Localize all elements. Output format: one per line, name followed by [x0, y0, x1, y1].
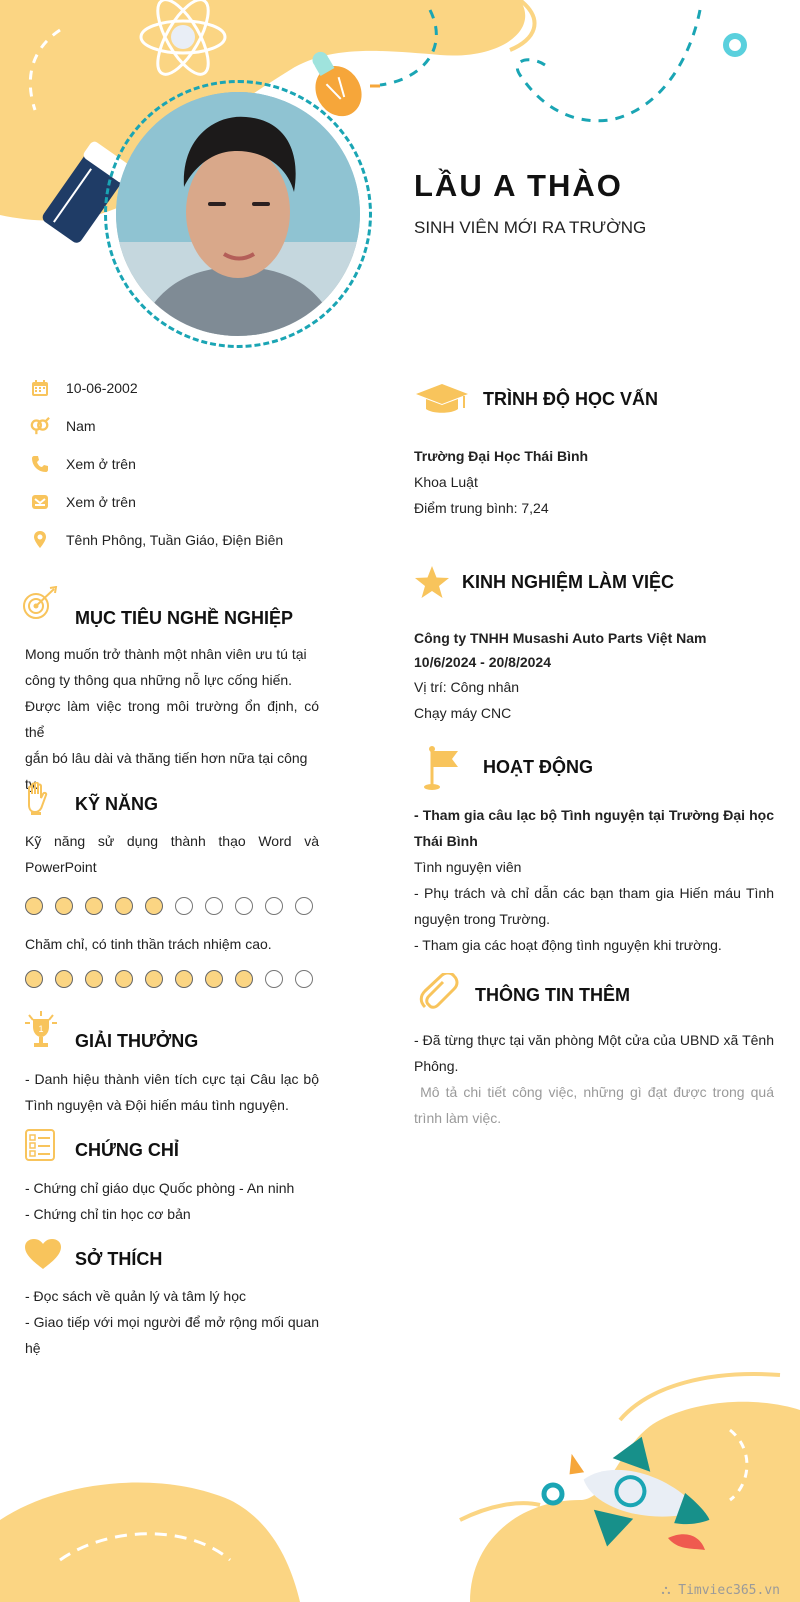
hand-icon	[25, 782, 49, 821]
contact-phone	[30, 452, 136, 476]
birthdate-text: 10-06-2002	[66, 380, 138, 396]
certificates-title: CHỨNG CHỈ	[75, 1140, 179, 1160]
objective-line: công ty thông qua những nỗ lực cống hiến.	[25, 672, 293, 688]
awards-line: - Danh hiệu thành viên tích cực tại Câu lạc bộ	[25, 1071, 319, 1087]
skills-title: KỸ NĂNG	[75, 794, 159, 814]
activities-line: nguyện trong Trường.	[414, 911, 551, 927]
awards-text	[25, 1066, 319, 1118]
experience-company: Công ty TNHH Musashi Auto Parts Việt Nam	[414, 630, 707, 646]
hobby-line: - Giao tiếp với mọi người để mở rộng mối quan	[25, 1314, 319, 1330]
rating-dot-filled	[25, 897, 43, 915]
objective-title: MỤC TIÊU NGHỀ NGHIỆP	[75, 608, 294, 628]
calendar-icon	[30, 378, 50, 398]
rating-dot-empty	[175, 897, 193, 915]
email-text: Xem ở trên	[66, 494, 136, 510]
awards-title: GIẢI THƯỞNG	[75, 1031, 199, 1051]
education-text	[414, 443, 774, 521]
rating-dot-empty	[205, 897, 223, 915]
svg-text:1: 1	[38, 1024, 44, 1034]
rating-dot-filled	[115, 970, 133, 988]
skill-item-2-rating	[25, 970, 325, 988]
skill-line: Kỹ năng sử dụng thành thạo Word và	[25, 833, 319, 849]
flag-icon	[422, 745, 462, 796]
hobby-line: hệ	[25, 1340, 41, 1356]
experience-period: 10/6/2024 - 20/8/2024	[414, 654, 552, 670]
certificate-line: - Chứng chỉ tin học cơ bản	[25, 1206, 191, 1222]
avatar-portrait	[116, 92, 360, 336]
location-pin-icon	[30, 530, 50, 550]
rating-dot-filled	[25, 970, 43, 988]
contact-email	[30, 490, 136, 514]
target-icon	[22, 586, 58, 625]
experience-position: Vị trí: Công nhân	[414, 679, 520, 695]
objective-line: Được làm việc trong môi trường ổn định, có thể	[25, 698, 319, 740]
additional-info-line: - Đã từng thực tại văn phòng Một cửa của UBND xã Tênh	[414, 1032, 774, 1048]
address-text: Tênh Phông, Tuần Giáo, Điện Biên	[66, 532, 284, 548]
education-gpa: Điểm trung bình: 7,24	[414, 500, 549, 516]
education-faculty: Khoa Luật	[414, 474, 478, 490]
rating-dot-filled	[85, 897, 103, 915]
skill-item-1-rating	[25, 897, 325, 915]
additional-info-title: THÔNG TIN THÊM	[475, 985, 630, 1005]
additional-info-text	[414, 1027, 774, 1131]
candidate-title: SINH VIÊN MỚI RA TRƯỜNG	[414, 218, 647, 237]
skill-item-1-text	[25, 828, 319, 880]
certificate-line: - Chứng chỉ giáo dục Quốc phòng - An ninh	[25, 1180, 295, 1196]
paperclip-icon	[417, 973, 459, 1018]
skill-item-2-text	[25, 931, 319, 957]
rating-dot-empty	[265, 897, 283, 915]
activities-title: HOẠT ĐỘNG	[483, 757, 593, 777]
contact-gender	[30, 414, 96, 438]
activities-line: Tình nguyện viên	[414, 859, 522, 875]
skill-line: PowerPoint	[25, 859, 97, 875]
rating-dot-filled	[115, 897, 133, 915]
rating-dot-filled	[235, 970, 253, 988]
objective-line: ty.	[25, 776, 39, 792]
education-school: Trường Đại Học Thái Bình	[414, 448, 589, 464]
hobby-line: - Đọc sách về quản lý và tâm lý học	[25, 1288, 246, 1304]
rating-dot-filled	[55, 897, 73, 915]
trophy-icon	[24, 1011, 58, 1056]
rating-dot-empty	[295, 897, 313, 915]
rating-dot-empty	[265, 970, 283, 988]
additional-info-hint: Mô tả chi tiết công việc, những gì đạt được trong quá	[414, 1084, 774, 1100]
graduation-cap-icon	[414, 382, 470, 421]
rating-dot-filled	[55, 970, 73, 988]
email-icon	[30, 492, 50, 512]
skill-line: Chăm chỉ, có tinh thần trách nhiệm cao.	[25, 936, 272, 952]
watermark: ⛬ Timviec365.vn	[661, 1583, 780, 1598]
activities-line: - Tham gia các hoạt động tình nguyện khi trường.	[414, 937, 722, 953]
activities-text	[414, 802, 774, 958]
rating-dot-filled	[145, 897, 163, 915]
education-title: TRÌNH ĐỘ HỌC VẤN	[483, 389, 658, 409]
objective-line: Mong muốn trở thành một nhân viên ưu tú tại	[25, 646, 307, 662]
hobbies-title: SỞ THÍCH	[75, 1249, 163, 1269]
rating-dot-empty	[295, 970, 313, 988]
rating-dot-filled	[85, 970, 103, 988]
phone-icon	[30, 454, 50, 474]
certificate-list-icon	[25, 1129, 55, 1166]
phone-text: Xem ở trên	[66, 456, 136, 472]
gender-icon	[30, 416, 50, 436]
hobbies-text	[25, 1283, 319, 1361]
objective-text	[25, 641, 319, 797]
contact-address	[30, 528, 283, 552]
additional-info-line: Phông.	[414, 1058, 459, 1074]
activities-heading-line: - Tham gia câu lạc bộ Tình nguyện tại Trường Đại học	[414, 807, 774, 823]
heart-icon	[24, 1238, 62, 1275]
activities-line: - Phụ trách và chỉ dẫn các bạn tham gia Hiến máu Tình	[414, 885, 774, 901]
rating-dot-filled	[205, 970, 223, 988]
contact-birthdate	[30, 376, 138, 400]
rating-dot-filled	[175, 970, 193, 988]
objective-line: gắn bó lâu dài và thăng tiến hơn nữa tại công	[25, 750, 308, 766]
experience-text	[414, 626, 774, 726]
candidate-name: LẦU A THÀO	[414, 168, 623, 203]
certificates-text	[25, 1175, 319, 1227]
awards-line: Tình nguyện và Đội hiến máu tình nguyện.	[25, 1097, 289, 1113]
gender-text: Nam	[66, 418, 96, 434]
rating-dot-empty	[235, 897, 253, 915]
star-icon	[414, 565, 450, 604]
avatar	[116, 92, 360, 336]
additional-info-hint: trình làm việc.	[414, 1110, 502, 1126]
experience-detail: Chạy máy CNC	[414, 705, 512, 721]
activities-heading-line: Thái Bình	[414, 833, 478, 849]
experience-title: KINH NGHIỆM LÀM VIỆC	[462, 572, 675, 592]
rating-dot-filled	[145, 970, 163, 988]
